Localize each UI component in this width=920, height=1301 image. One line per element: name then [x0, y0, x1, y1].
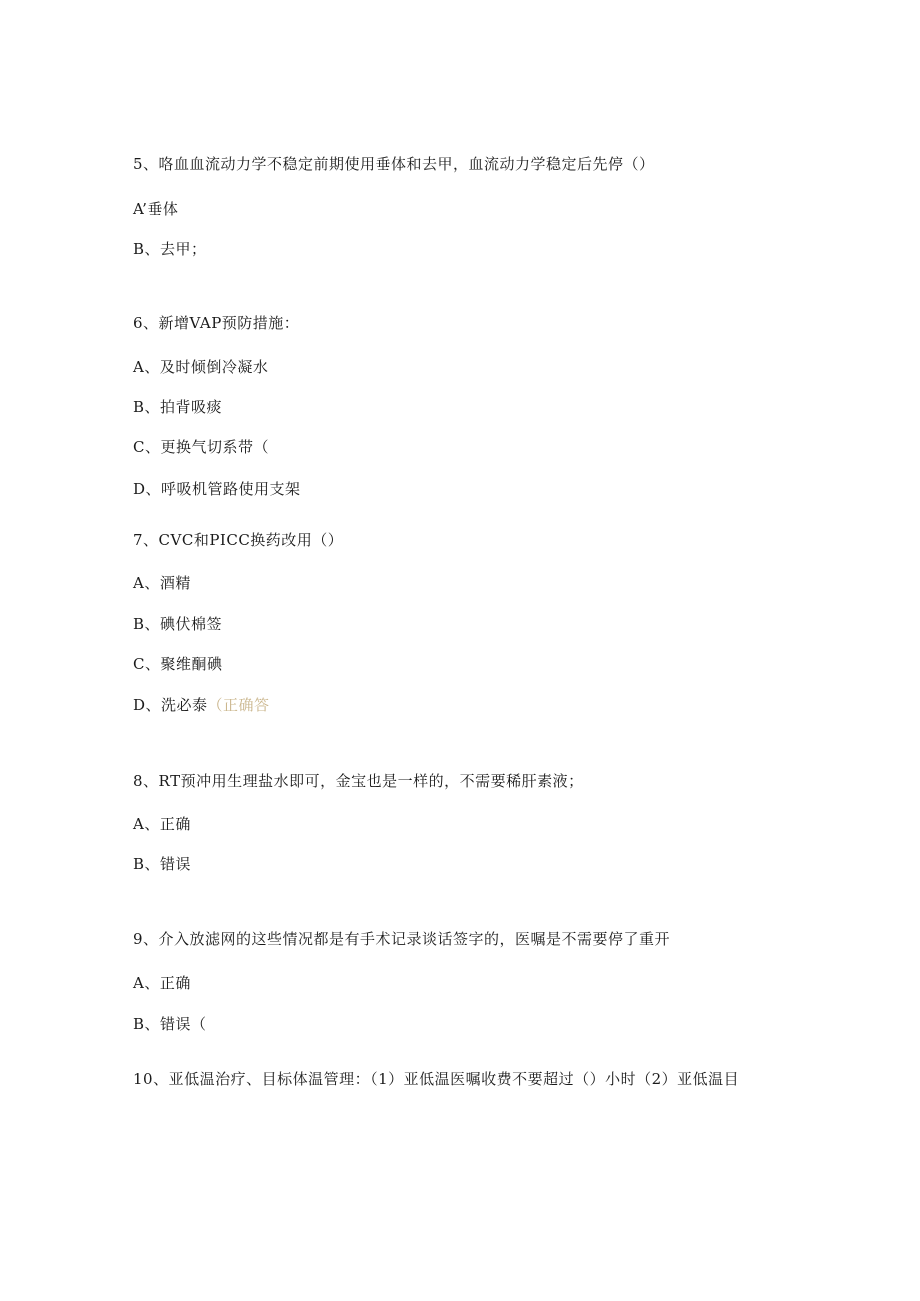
question-6-option-a: A、及时倾倒冷凝水 — [133, 358, 269, 376]
question-9-stem: 9、介入放滤网的这些情况都是有手术记录谈话签字的，医嘱是不需要停了重开 — [133, 930, 671, 948]
question-5-stem: 5、咯血血流动力学不稳定前期使用垂体和去甲，血流动力学稳定后先停（） — [133, 155, 655, 173]
question-7-option-b: B、碘伏棉签 — [133, 615, 223, 633]
question-7-stem: 7、CVC和PICC换药改用（） — [133, 531, 344, 549]
question-7-option-d-row — [133, 695, 270, 715]
question-10-stem: 10、亚低温治疗、目标体温管理：（1）亚低温医嘱收费不要超过（）小时（2）亚低温目 — [133, 1070, 740, 1088]
question-6-option-b: B、拍背吸痰 — [133, 398, 223, 416]
question-6-stem: 6、新增VAP预防措施： — [133, 314, 300, 332]
question-8-option-b: B、错误 — [133, 855, 192, 873]
question-7-option-a: A、酒精 — [133, 574, 191, 592]
question-9-option-a: A、正确 — [133, 974, 191, 992]
question-7-option-c: C、聚维酮碘 — [133, 655, 223, 673]
question-6-option-c: C、更换气切系带（ — [133, 438, 269, 456]
question-8-stem: 8、RT预冲用生理盐水即可，金宝也是一样的，不需要稀肝素液； — [133, 772, 584, 790]
question-6-option-d: D、呼吸机管路使用支架 — [133, 480, 301, 498]
question-5-option-b: B、去甲； — [133, 240, 207, 258]
question-7-option-d: D、洗必泰 — [133, 696, 208, 714]
question-9-option-b: B、错误（ — [133, 1015, 207, 1033]
question-8-option-a: A、正确 — [133, 815, 191, 833]
answer-hint: （正确答 — [207, 696, 270, 714]
question-5-option-a: A’垂体 — [133, 200, 179, 218]
